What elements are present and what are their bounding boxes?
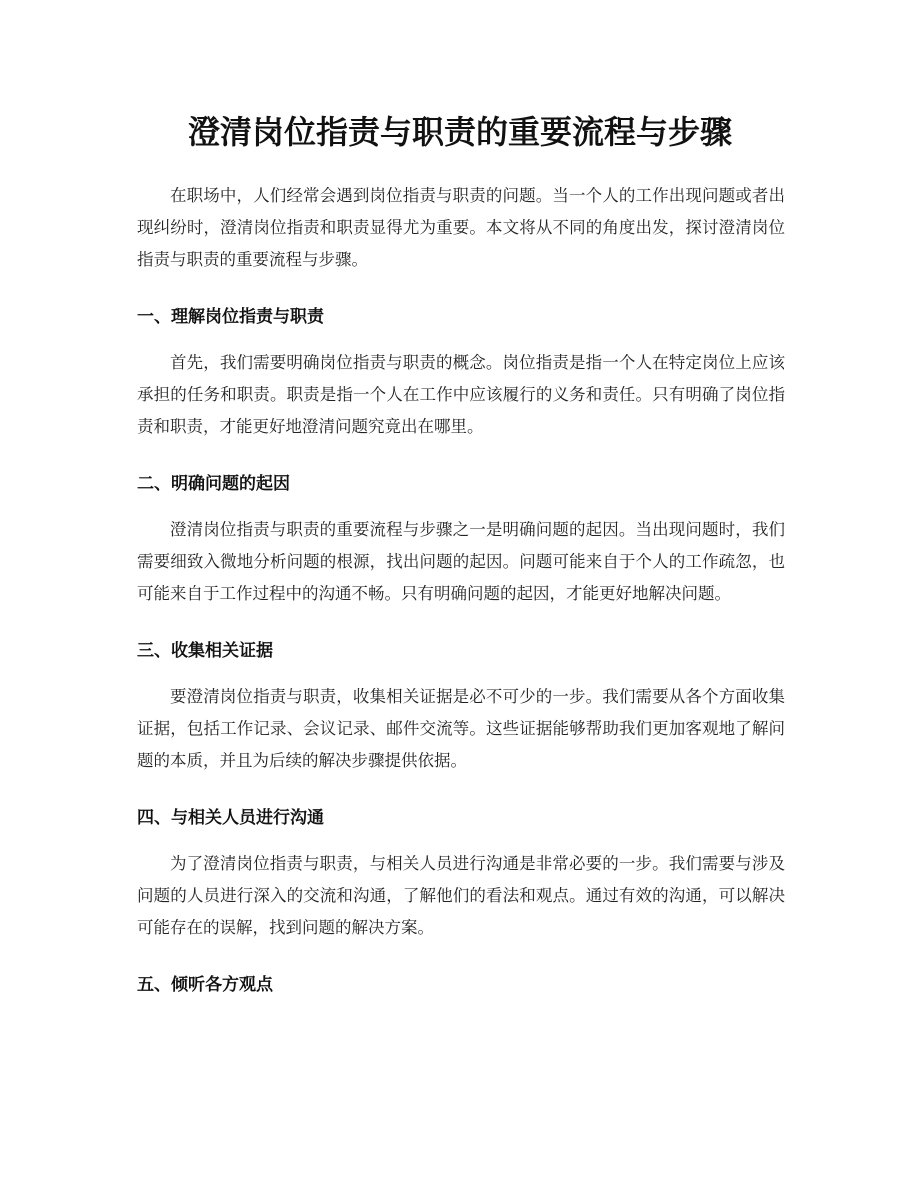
section-paragraph-4: 为了澄清岗位指责与职责，与相关人员进行沟通是非常必要的一步。我们需要与涉及问题的人员进行深入的交流和沟通，了解他们的看法和观点。通过有效的沟通，可以解决可能存在的误解，找到问题的解决方案。 — [137, 854, 785, 937]
section-paragraph-1: 首先，我们需要明确岗位指责与职责的概念。岗位指责是指一个人在特定岗位上应该承担的任务和职责。职责是指一个人在工作中应该履行的义务和责任。只有明确了岗位指责和职责，才能更好地澄清问题究竟出在哪里。 — [137, 353, 785, 436]
intro-paragraph: 在职场中，人们经常会遇到岗位指责与职责的问题。当一个人的工作出现问题或者出现纠纷时，澄清岗位指责和职责显得尤为重要。本文将从不同的角度出发，探讨澄清岗位指责与职责的重要流程与步骤。 — [137, 186, 785, 269]
section-heading-5: 五、倾听各方观点 — [137, 975, 273, 995]
document-body — [137, 180, 785, 1001]
section-heading-1: 一、理解岗位指责与职责 — [137, 307, 324, 327]
section-heading-4: 四、与相关人员进行沟通 — [137, 808, 324, 828]
section-paragraph-2: 澄清岗位指责与职责的重要流程与步骤之一是明确问题的起因。当出现问题时，我们需要细致入微地分析问题的根源，找出问题的起因。问题可能来自于个人的工作疏忽，也可能来自于工作过程中的沟通不畅。只有明确问题的起因，才能更好地解决问题。 — [137, 520, 785, 603]
section-paragraph-3: 要澄清岗位指责与职责，收集相关证据是必不可少的一步。我们需要从各个方面收集证据，包括工作记录、会议记录、邮件交流等。这些证据能够帮助我们更加客观地了解问题的本质，并且为后续的解决步骤提供依据。 — [137, 687, 785, 770]
section-heading-3: 三、收集相关证据 — [137, 641, 273, 661]
page-title: 澄清岗位指责与职责的重要流程与步骤 — [187, 113, 732, 151]
section-heading-2: 二、明确问题的起因 — [137, 474, 290, 494]
